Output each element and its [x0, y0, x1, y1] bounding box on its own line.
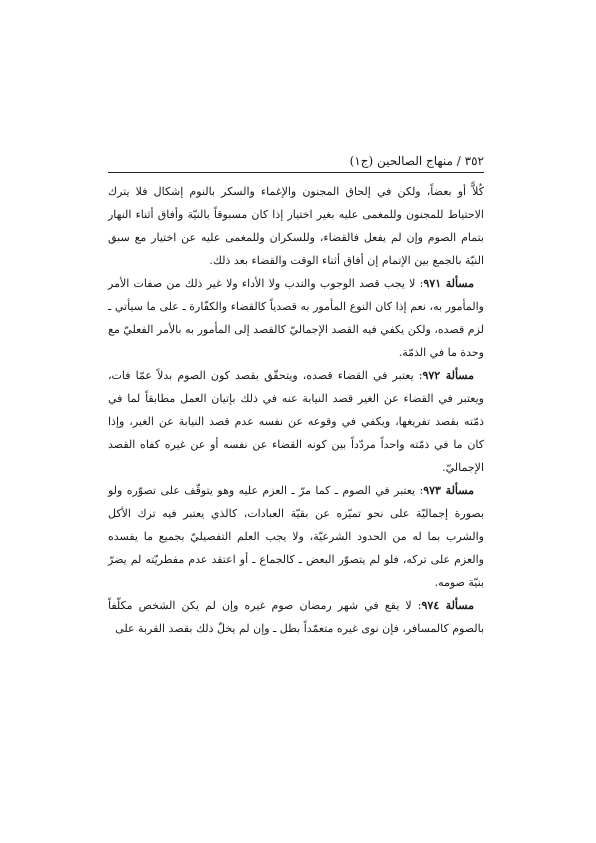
paragraph-continuation: [108, 180, 484, 272]
paragraph-mas-alah-972: [108, 364, 484, 479]
running-header: [108, 150, 484, 172]
page-number: ٣٥٢: [464, 154, 484, 168]
paragraph-text: : لا يجب قصد الوجوب والندب ولا الأداء ولا غير ذلك من صفات الأمر والمأمور به، نعم إذا كان النوع المأمور به قصدياً كالقضاء والكفّارة ـ على ما سيأتي ـ لزم قصده، ولكن يكفي فيه القصد الإجماليّ كالقصد إلى المأمور به بالأمر الفعليّ مع وحدة ما في الذمّة.: [108, 277, 484, 359]
paragraph-mas-alah-971: [108, 272, 484, 364]
mas-alah-heading: مسألة ٩٧٣: [423, 484, 474, 497]
header-separator: /: [452, 154, 465, 168]
mas-alah-heading: مسألة ٩٧٢: [422, 369, 474, 382]
mas-alah-heading: مسألة ٩٧٤: [421, 599, 474, 612]
paragraph-mas-alah-974: [108, 594, 484, 640]
paragraph-text: : يعتبر في الصوم ـ كما مرّ ـ العزم عليه وهو يتوقّف على تصوّره ولو بصورة إجماليّة على نحو تميّزه عن بقيّة العبادات، كالذي يعتبر فيه ترك الأكل والشرب بما له من الحدود الشرعيّة، ولا يجب العلم التفصيليّ بجميع ما يفسده والعزم على تركه، فلو لم يتصوّر البعض ـ كالجماع ـ أو اعتقد عدم مفطريّته لم يضرّ بنيّة صومه.: [108, 484, 484, 589]
paragraph-text: : يعتبر في القضاء قصده، ويتحقّق بقصد كون الصوم بدلاً عمّا فات، ويعتبر في القضاء عن الغير قصد النيابة عنه في ذلك بإتيان العمل مطابقاً لما في ذمّته بقصد تفريغها، ويكفي في وقوعه عن نفسه عدم قصد النيابة عن الغير، وإذا كان ما في ذمّته واحداً مردّداً بين كونه القضاء عن نفسه أو عن غيره كفاه القصد الإجماليّ.: [108, 369, 484, 474]
mas-alah-heading: مسألة ٩٧١: [423, 277, 475, 290]
page-body: [108, 180, 484, 640]
paragraph-mas-alah-973: [108, 479, 484, 594]
book-title: منهاج الصالحين (ج١): [349, 154, 453, 168]
paragraph-text: : لا يقع في شهر رمضان صوم غيره وإن لم يكن الشخص مكلّفاً بالصوم كالمسافر، فإن نوى غيره متعمّداً بطل ـ وإن لم يخلّ ذلك بقصد القربة على: [108, 599, 484, 635]
header-rule: [108, 172, 484, 173]
paragraph-text: كُلاًّ أو بعضاً، ولكن في إلحاق المجنون والإغماء والسكر بالنوم إشكال فلا يترك الاحتياط للمجنون وللمغمى عليه بغير اختيار إذا كان مسبوقاً بالنيّة وأفاق أثناء النهار بتمام الصوم وإن لم يفعل فالقضاء، وللسكران وللمغمى عليه عن اختيار مع سبق النيّة بالجمع بين الإتمام إن أفاق أثناء الوقت والقضاء بعد ذلك.: [108, 185, 484, 267]
